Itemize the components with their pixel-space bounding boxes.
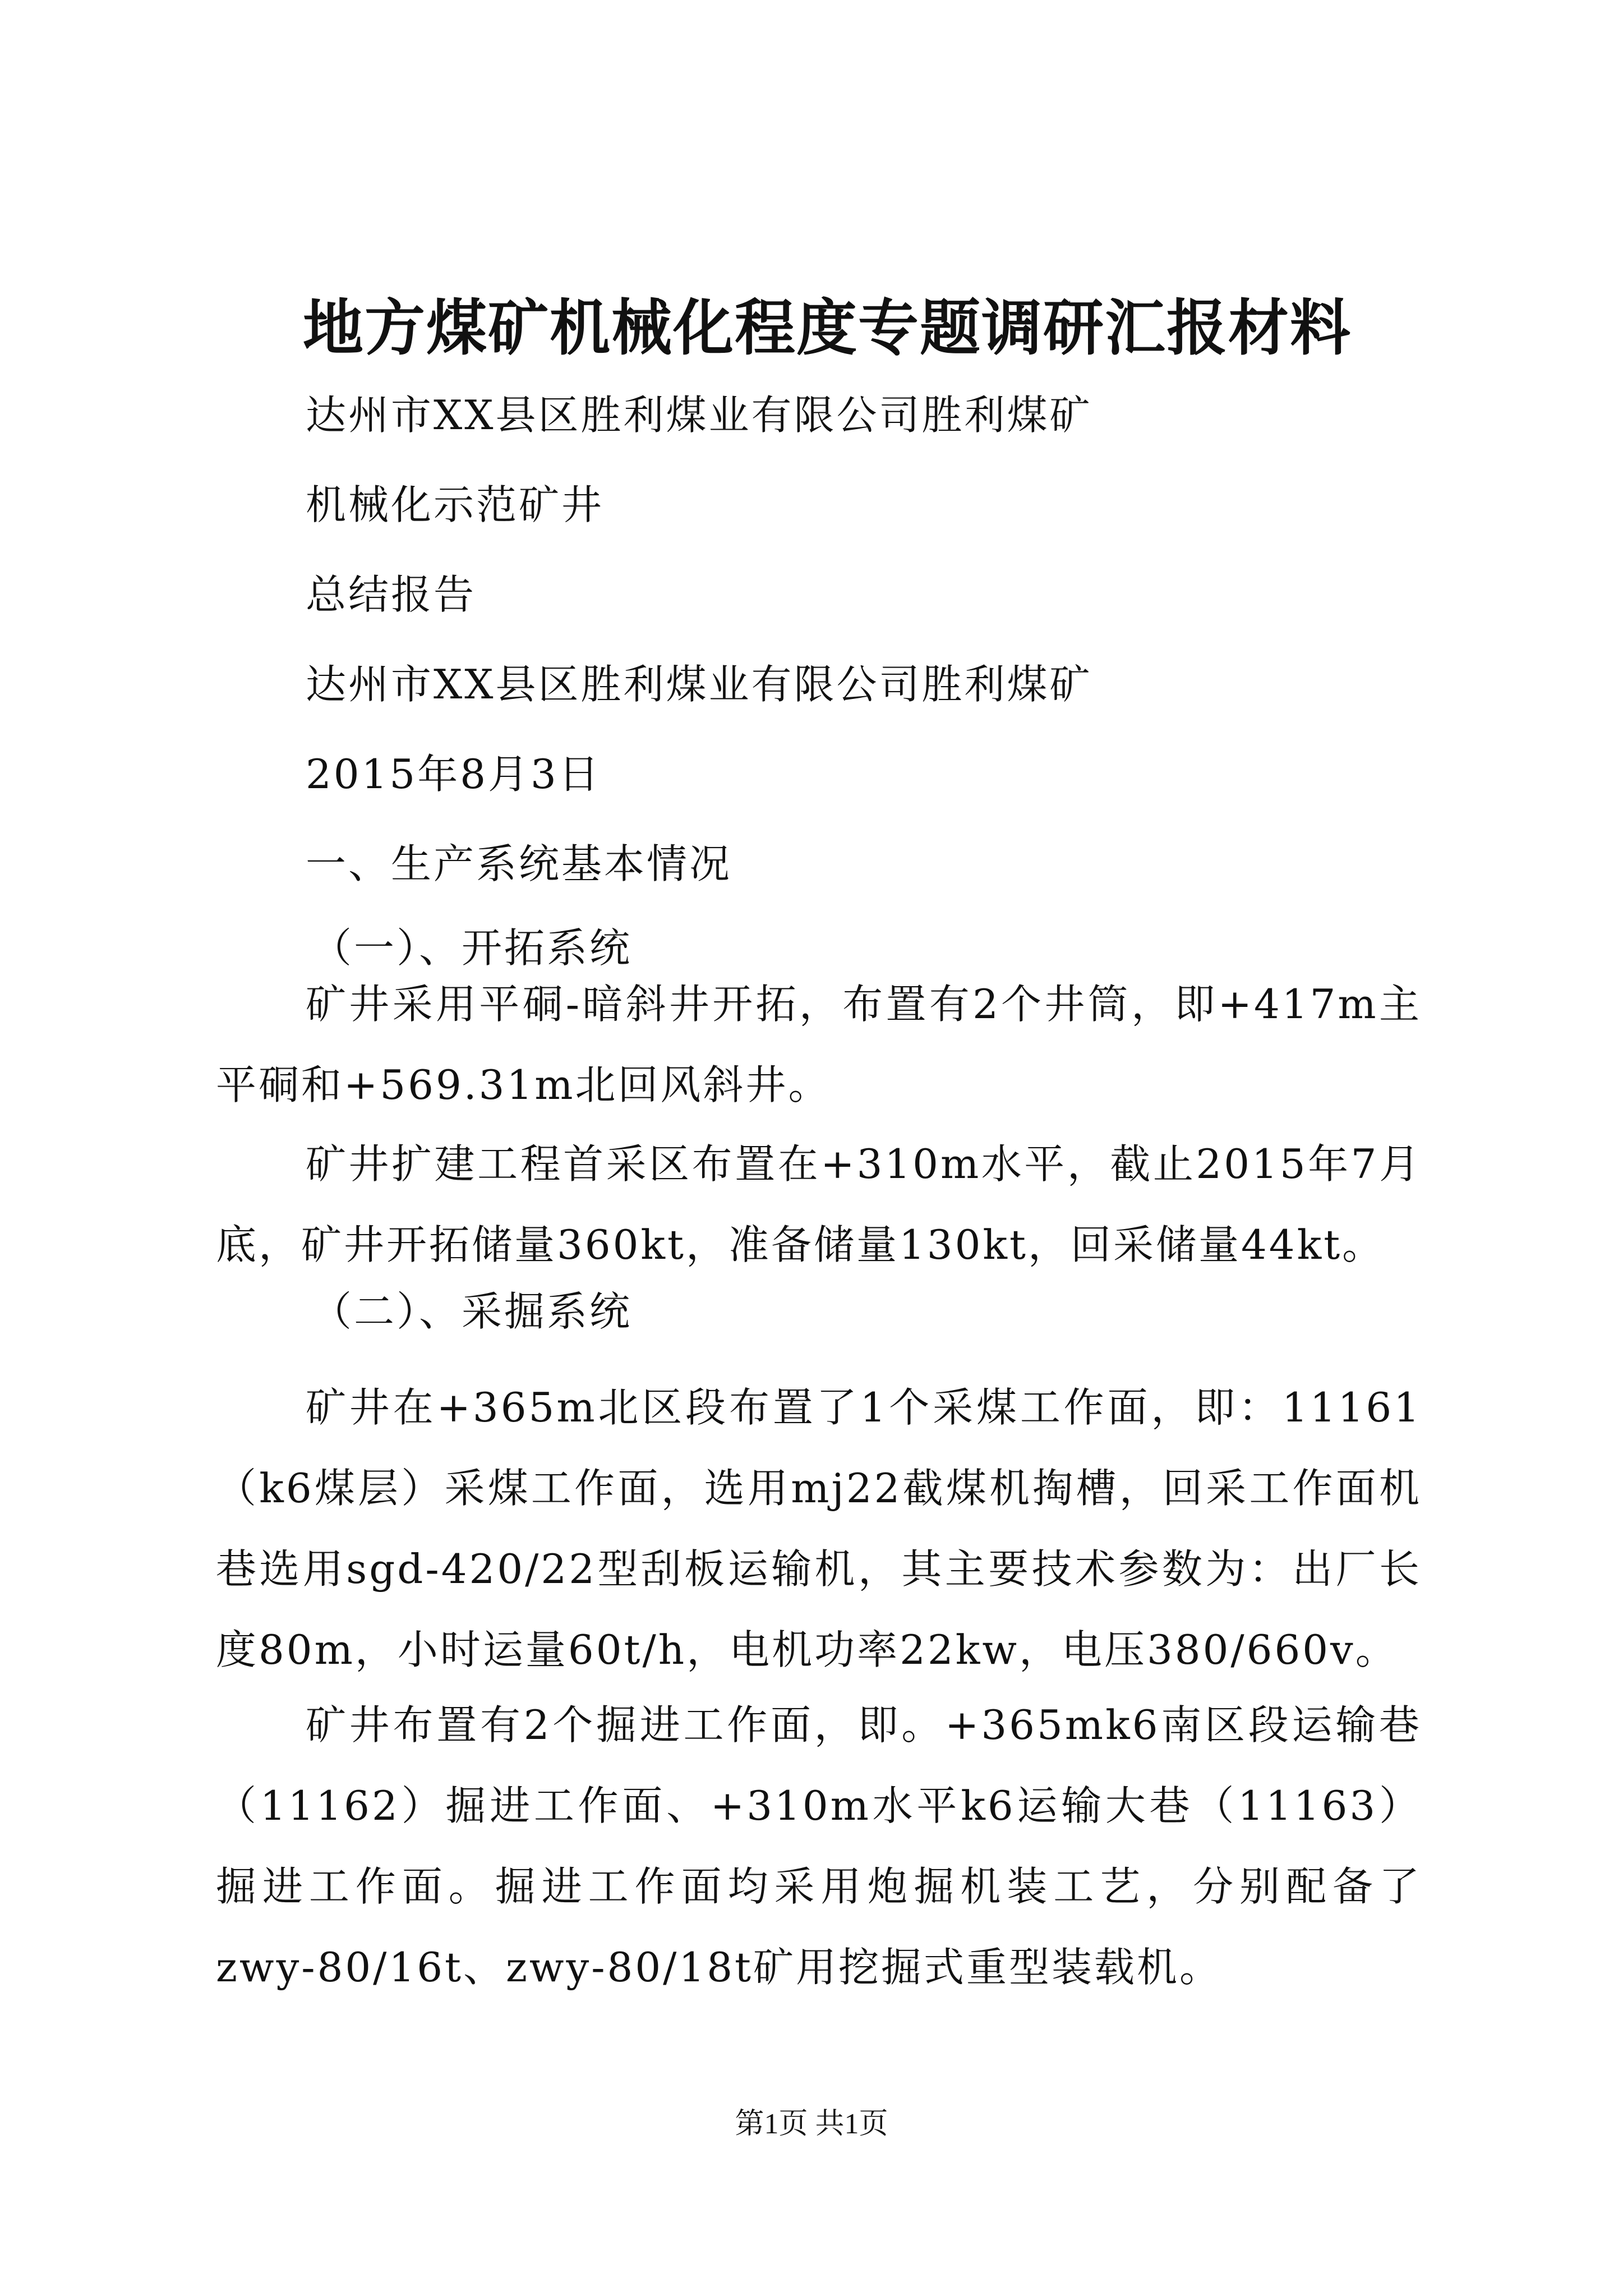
company-name-line: 达州市XX县区胜利煤业有限公司胜利煤矿 <box>306 392 1092 439</box>
paragraph-development-system: 矿井采用平硐-暗斜井开拓，布置有2个井筒，即+417m主平硐和+569.31m北回风斜井。 <box>216 981 1422 1108</box>
report-date: 2015年8月3日 <box>306 751 601 798</box>
paragraph-mining-face: 矿井在+365m北区段布置了1个采煤工作面，即：11161（k6煤层）采煤工作面，选用mj22截煤机掏槽，回采工作面机巷选用sgd-420/22型刮板运输机，其主要技术参数为：出厂长度80m，小时运量60t/h，电机功率22kw，电压380/660v。 <box>216 1384 1422 1673</box>
subsection-heading-1: （一）、开拓系统 <box>311 924 633 972</box>
document-title: 地方煤矿机械化程度专题调研汇报材料 <box>303 293 1352 364</box>
report-type-line: 总结报告 <box>306 571 477 618</box>
paragraph-reserves: 矿井扩建工程首采区布置在+310m水平，截止2015年7月底，矿井开拓储量360kt，准备储量130kt，回采储量44kt。 <box>216 1140 1422 1268</box>
subsection-heading-2: （二）、采掘系统 <box>311 1288 633 1335</box>
page-footer: 第1页 共1页 <box>735 2108 888 2140</box>
section-heading-1: 一、生产系统基本情况 <box>306 840 732 887</box>
company-name-line-2: 达州市XX县区胜利煤业有限公司胜利煤矿 <box>306 661 1092 708</box>
project-name-line: 机械化示范矿井 <box>306 481 605 528</box>
paragraph-tunneling-face: 矿井布置有2个掘进工作面，即。+365mk6南区段运输巷（11162）掘进工作面、+310m水平k6运输大巷（11163）掘进工作面。掘进工作面均采用炮掘机装工艺，分别配备了zwy-80/16t、zwy-80/18t矿用挖掘式重型装载机。 <box>216 1701 1422 1991</box>
